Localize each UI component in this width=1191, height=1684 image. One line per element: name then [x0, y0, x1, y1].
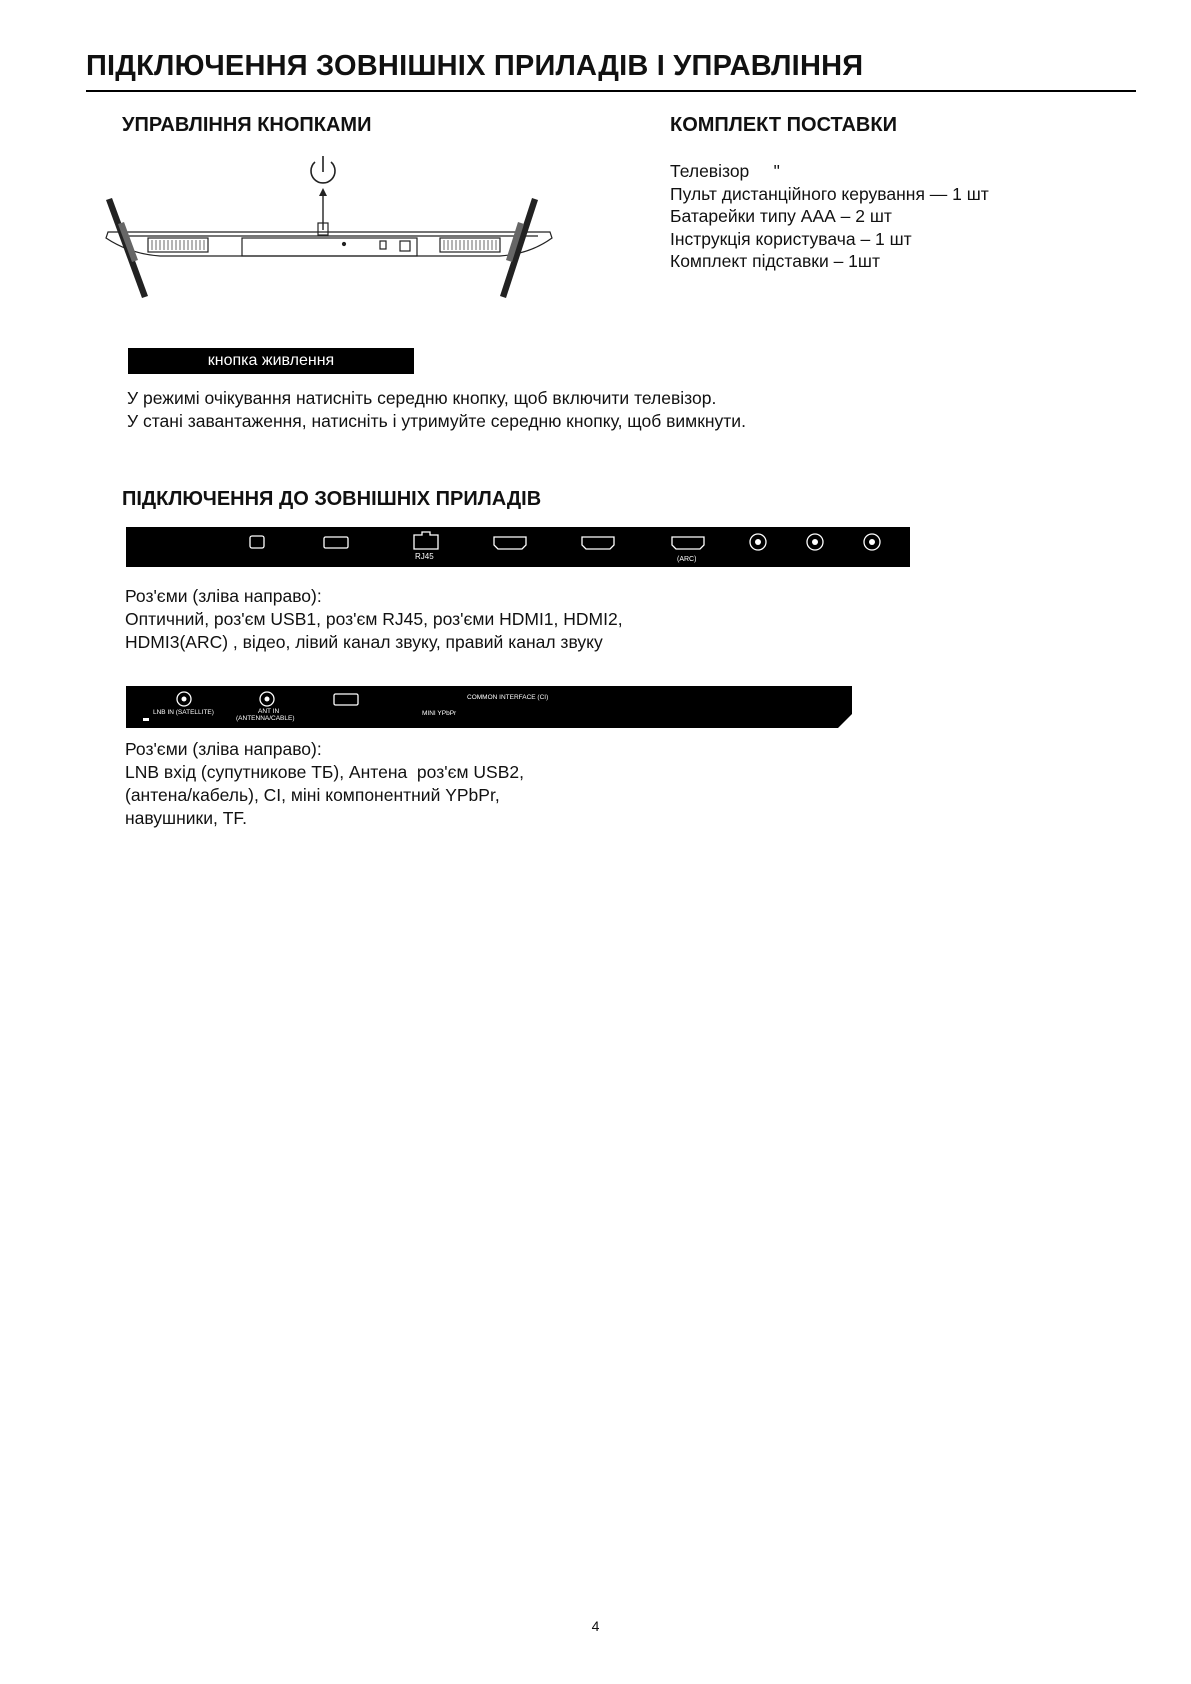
hdmi-port-icon [582, 537, 614, 549]
description-line: навушники, TF. [125, 808, 247, 828]
lnb-label: LNB IN (SATELLITE) [153, 709, 214, 716]
ci-label: COMMON INTERFACE (CI) [467, 694, 549, 701]
description-line: HDMI3(ARC) , відео, лівий канал звуку, правий канал звуку [125, 632, 603, 652]
description-title: Роз'єми (зліва направо): [125, 739, 322, 759]
power-icon [311, 156, 335, 183]
optical-port-icon [250, 536, 264, 548]
arc-label: (ARC) [677, 556, 697, 563]
description-line: Оптичний, роз'єм USB1, роз'єм RJ45, роз'єми HDMI1, HDMI2, [125, 609, 623, 629]
arrow-up-icon [319, 188, 327, 230]
instruction-line: У режимі очікування натисніть середню кнопку, щоб включити телевізор. [127, 388, 717, 408]
stand-legs [106, 198, 538, 298]
antenna-cable-label: (ANTENNA/CABLE) [236, 715, 295, 722]
rj45-label: RJ45 [415, 552, 434, 561]
hdmi-port-icon [672, 537, 704, 549]
rear-panel-description [125, 585, 623, 654]
side-connector-panel [126, 686, 852, 728]
side-ports-drawing [126, 686, 852, 728]
description-line: (антена/кабель), CI, міні компонентний YPbPr, [125, 785, 500, 805]
page-number: 4 [591, 1618, 600, 1634]
rj45-port-icon [414, 532, 438, 549]
list-item: Пульт дистанційного керування — 1 шт [670, 183, 989, 204]
list-item: Телевізор " [670, 161, 780, 181]
package-contents-list [670, 160, 989, 273]
page-title: ПІДКЛЮЧЕННЯ ЗОВНІШНІХ ПРИЛАДІВ І УПРАВЛІННЯ [86, 50, 864, 82]
vent-grille [152, 240, 496, 250]
usb-port-icon [324, 537, 348, 548]
hdmi-port-icon [494, 537, 526, 549]
package-contents-heading: КОМПЛЕКТ ПОСТАВКИ [670, 114, 897, 136]
description-title: Роз'єми (зліва направо): [125, 586, 322, 606]
tv-bottom-illustration [100, 150, 560, 300]
list-item: Комплект підставки – 1шт [670, 251, 880, 271]
title-divider [86, 90, 1136, 92]
list-item: Батарейки типу ААА – 2 шт [670, 206, 892, 226]
power-button-label: кнопка живлення [128, 348, 414, 374]
side-panel-description [125, 738, 524, 830]
rear-connector-panel [126, 527, 910, 567]
button-instructions [127, 387, 746, 433]
mini-ypbpr-label: MINI YPbPr [422, 710, 457, 717]
rear-ports-drawing [126, 527, 910, 567]
list-item: Інструкція користувача – 1 шт [670, 228, 912, 249]
external-connection-heading: ПІДКЛЮЧЕННЯ ДО ЗОВНІШНІХ ПРИЛАДІВ [122, 488, 542, 510]
ant-in-label: ANT IN [258, 708, 280, 715]
tv-body [106, 223, 552, 256]
instruction-line: У стані завантаження, натисніть і утримуйте середню кнопку, щоб вимкнути. [127, 411, 746, 431]
description-line: LNB вхід (супутникове ТБ), Антена роз'єм USB2, [125, 762, 524, 782]
button-control-heading: УПРАВЛІННЯ КНОПКАМИ [122, 114, 372, 136]
